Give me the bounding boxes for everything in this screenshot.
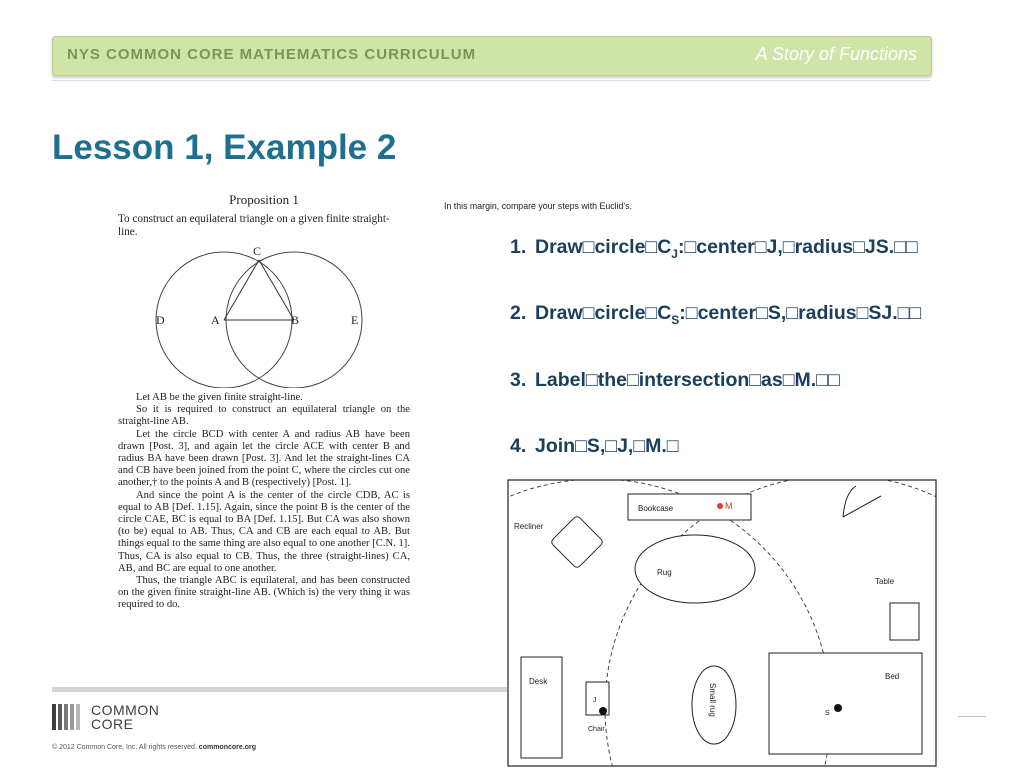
point-m-label: M <box>725 501 733 511</box>
rug-label: Rug <box>657 568 672 577</box>
step-text: Join□S,□J,□M.□ <box>535 435 679 457</box>
step-3 <box>510 369 840 392</box>
step-text-tail: :□center□S,□radius□SJ.□□ <box>679 302 922 324</box>
copyright-text: © 2012 Common Core, Inc. All rights reserved. <box>52 744 197 751</box>
proof-paragraph: Thus, the triangle ABC is equilateral, and has been constructed on the given finite straight-line AB. (Which is) the very thing it was required to do. <box>118 575 410 611</box>
header-divider <box>52 80 930 81</box>
step-4 <box>510 435 679 458</box>
footer-divider <box>52 687 507 692</box>
step-text: Label□the□intersection□as□M.□□ <box>535 369 840 391</box>
logo-line: COMMON <box>91 702 160 718</box>
point-label-a: A <box>211 313 220 327</box>
euclid-proposition <box>118 186 410 676</box>
copyright-notice <box>52 744 256 751</box>
small-rug-label: Small rug <box>708 683 717 717</box>
proof-paragraph: So it is required to construct an equilateral triangle on the straight-line AB. <box>118 404 410 428</box>
margin-note: In this margin, compare your steps with Euclid's. <box>444 201 632 211</box>
point-label-e: E <box>351 313 359 327</box>
point-s <box>834 704 842 712</box>
point-m <box>717 503 723 509</box>
common-core-wordmark <box>91 703 159 731</box>
proposition-intro: To construct an equilateral triangle on a given finite straight-line. <box>118 213 390 238</box>
curriculum-header-bar <box>52 36 932 76</box>
proof-paragraph: Let the circle BCD with center A and radius AB have been drawn [Post. 3], and again let the circle ACE with center B and radius BA have been drawn [Post. 3]. And let the straight-lines CA and CB have been joined from the point C, where the circles cut one another,† to the points A and B (respectively) [Post. 1]. <box>118 428 410 489</box>
desk <box>521 657 562 758</box>
step-number: 1. <box>510 236 527 258</box>
step-number: 4. <box>510 435 527 457</box>
rug <box>635 535 755 603</box>
step-text: Draw□circle□C <box>535 302 672 324</box>
step-1 <box>510 236 918 261</box>
chair-label: Chair <box>588 726 605 733</box>
point-j-label: J <box>593 697 597 704</box>
logo-line: CORE <box>91 716 134 732</box>
step-number: 2. <box>510 302 527 324</box>
point-label-d: D <box>156 313 165 327</box>
site-link[interactable]: commoncore.org <box>198 744 256 751</box>
curriculum-title: NYS COMMON CORE MATHEMATICS CURRICULUM <box>67 46 477 63</box>
segment-ca <box>224 260 259 320</box>
step-number: 3. <box>510 369 527 391</box>
step-subscript: J <box>671 246 678 261</box>
step-subscript: S <box>671 312 680 327</box>
proposition-title: Proposition 1 <box>229 192 299 207</box>
table-label: Table <box>875 577 895 586</box>
step-2 <box>510 302 921 327</box>
point-label-b: B <box>291 313 300 327</box>
room-floor-plan <box>507 479 937 767</box>
step-text: Draw□circle□C <box>535 236 672 258</box>
recliner-label: Recliner <box>514 522 544 531</box>
module-title: A Story of Functions <box>755 44 917 64</box>
proof-paragraph: And since the point A is the center of the circle CDB, AC is equal to AB [Def. 1.15]. Again, since the point B is the center of the circle CAE, BC is equal to BA [Def. 1.15]. But CA was also shown (to be) equal to AB. Thus, CA and CB are each equal to AB. But things equal to the same thing are also equal to one another [C.N. 1]. Thus, CA is also equal to CB. Thus, the three (straight-lines) CA, AB, and BC are equal to one another. <box>118 489 410 574</box>
footer-dash <box>958 716 986 717</box>
common-core-logo-icon <box>52 704 82 730</box>
desk-label: Desk <box>529 677 548 686</box>
table <box>890 603 919 640</box>
step-text-tail: :□center□J,□radius□JS.□□ <box>677 236 918 258</box>
proof-paragraph: Let AB be the given finite straight-line. <box>136 392 303 403</box>
point-j <box>599 707 607 715</box>
proposition-diagram <box>118 238 410 388</box>
proposition-proof <box>118 392 410 612</box>
bed-label: Bed <box>885 672 900 681</box>
point-label-c: C <box>253 244 262 258</box>
bookcase-label: Bookcase <box>638 504 674 513</box>
point-s-label: S <box>825 710 830 717</box>
segment-cb <box>259 260 294 320</box>
page-title: Lesson 1, Example 2 <box>52 128 397 167</box>
bed <box>769 653 922 754</box>
